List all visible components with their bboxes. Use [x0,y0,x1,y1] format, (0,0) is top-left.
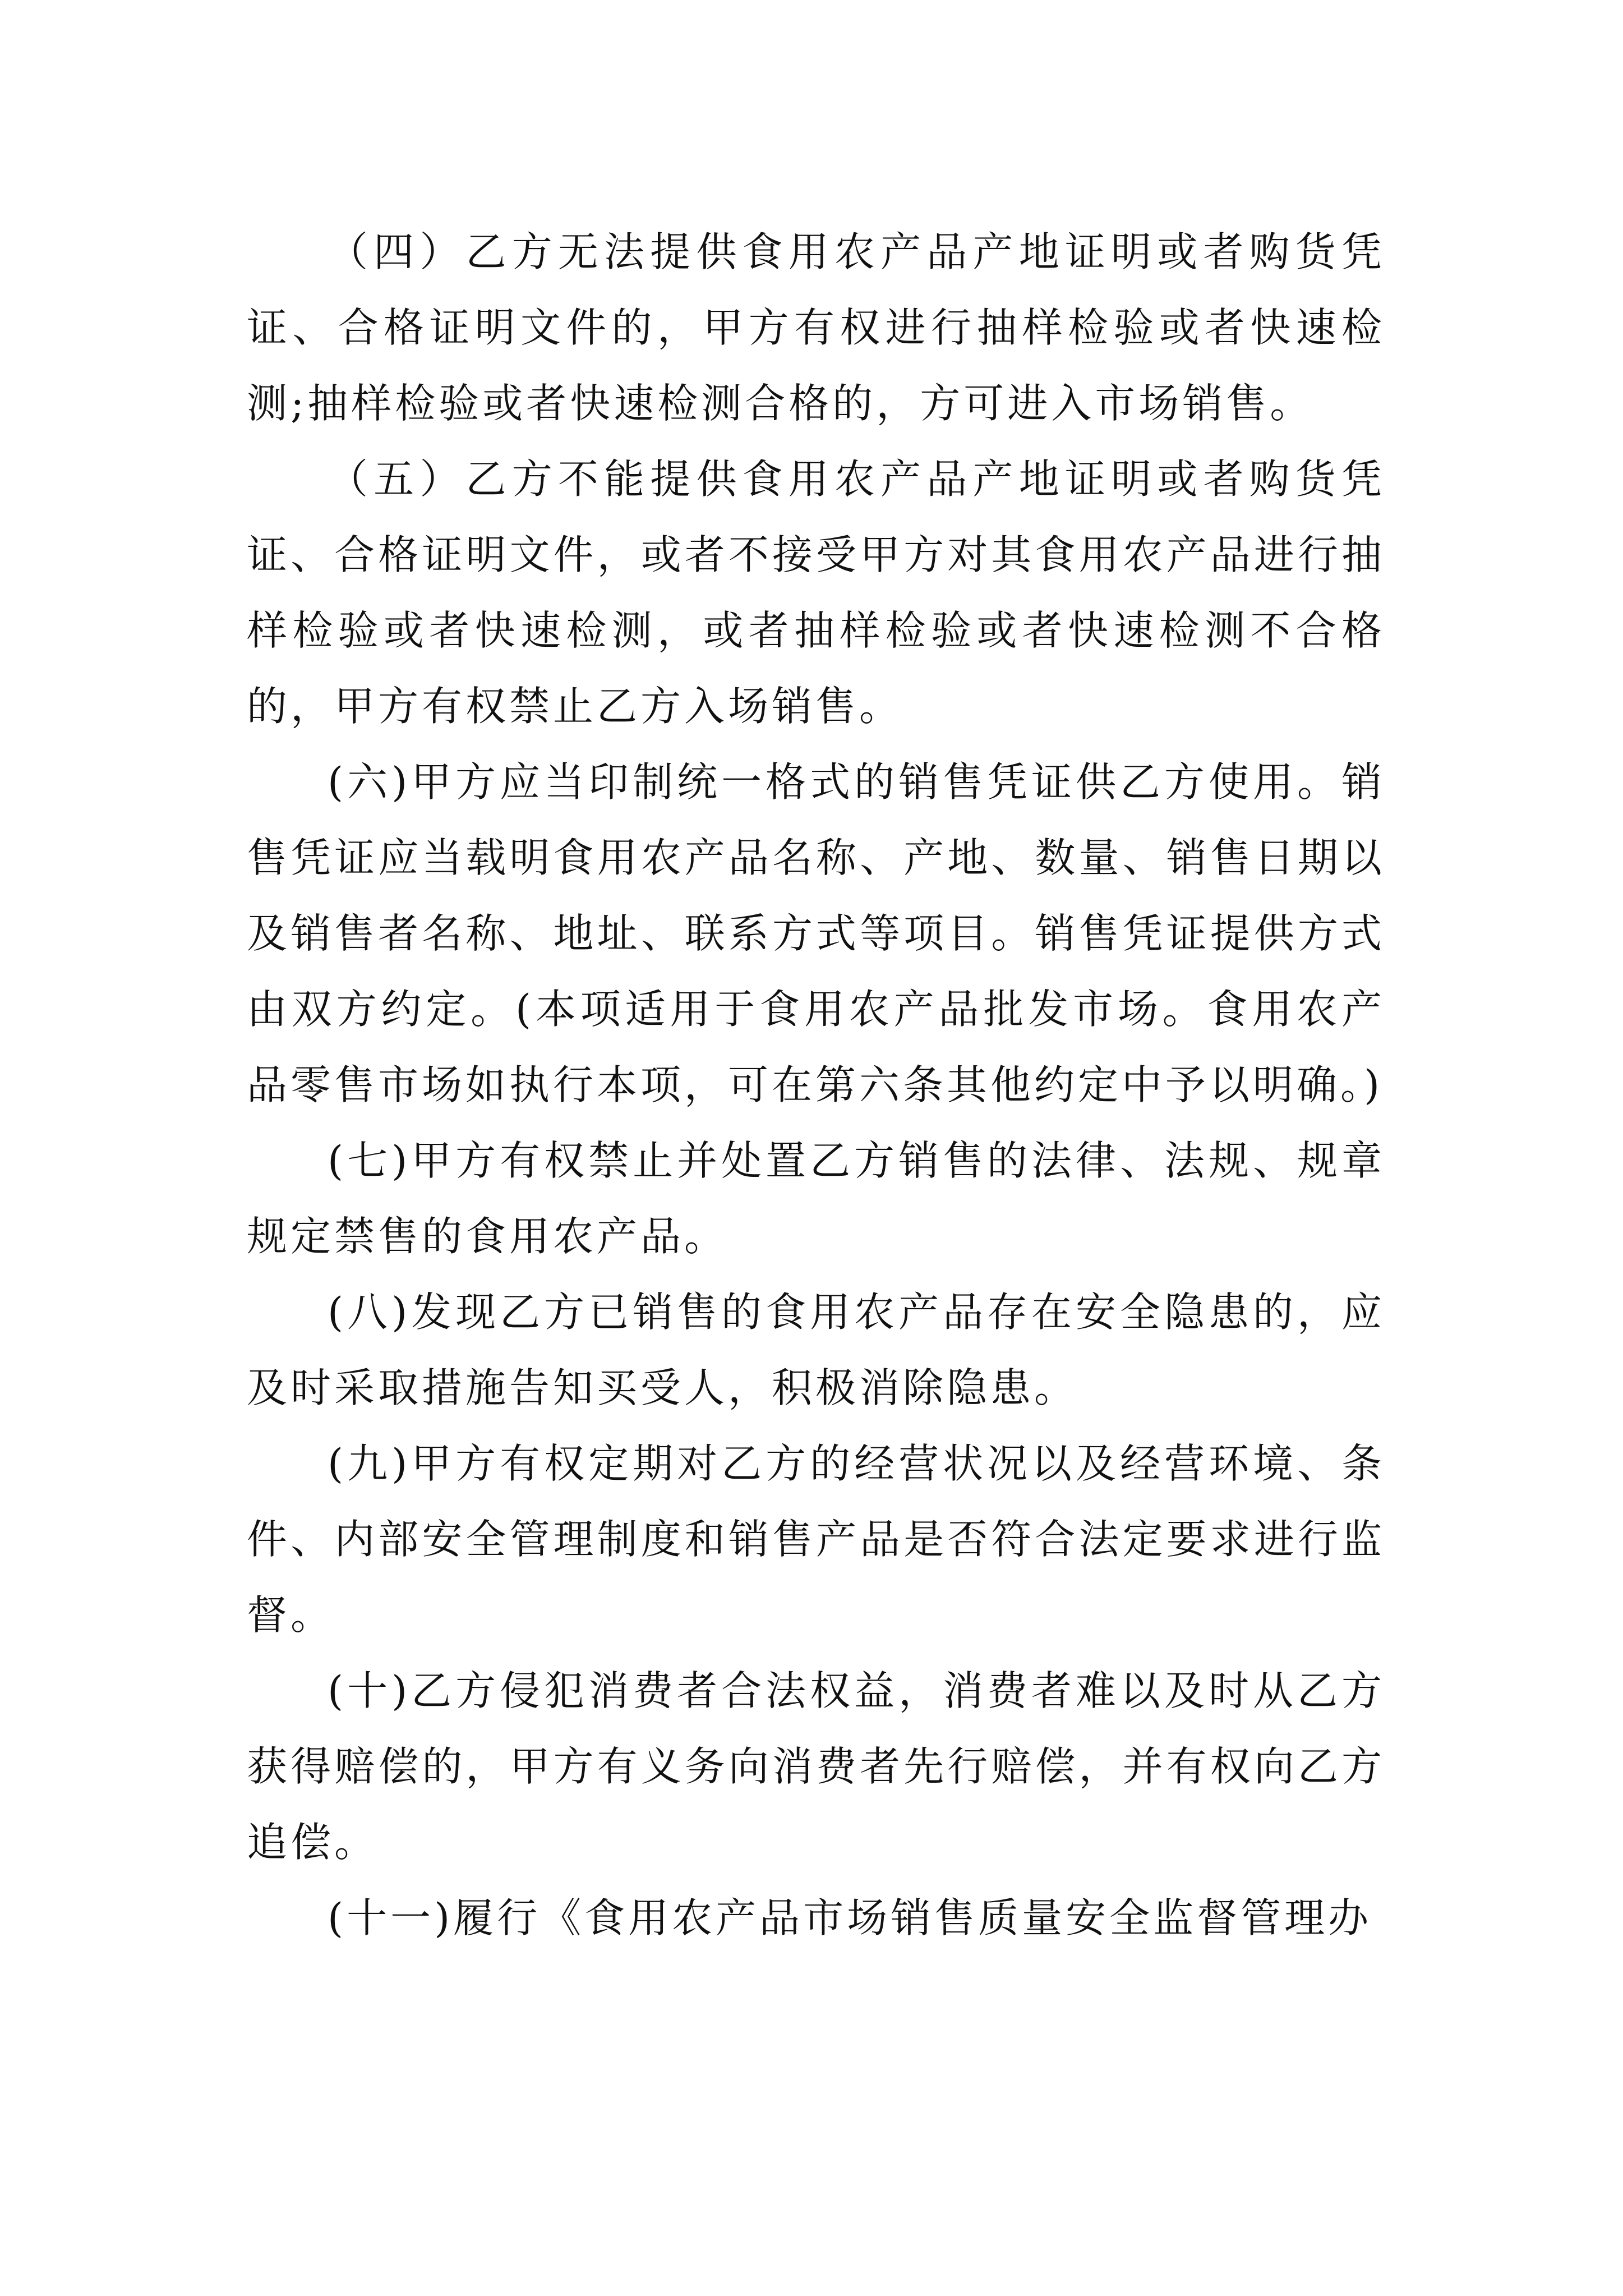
paragraph-8: (八)发现乙方已销售的食用农产品存在安全隐患的，应及时采取措施告知买受人，积极消除隐患。 [247,1289,1385,1411]
paragraph-6: (六)甲方应当印制统一格式的销售凭证供乙方使用。销售凭证应当载明食用农产品名称、产地、数量、销售日期以及销售者名称、地址、联系方式等项目。销售凭证提供方式由双方约定。(本项适用于食用农产品批发市场。食用农产品零售市场如执行本项，可在第六条其他约定中予以明确。) [247,758,1385,1108]
paragraph-10: (十)乙方侵犯消费者合法权益，消费者难以及时从乙方获得赔偿的，甲方有义务向消费者先行赔偿，并有权向乙方追偿。 [247,1667,1385,1866]
paragraph-4: （四）乙方无法提供食用农产品产地证明或者购货凭证、合格证明文件的，甲方有权进行抽样检验或者快速检测;抽样检验或者快速检测合格的，方可进入市场销售。 [247,228,1385,427]
paragraph-7: (七)甲方有权禁止并处置乙方销售的法律、法规、规章规定禁售的食用农产品。 [247,1137,1385,1260]
paragraph-11: (十一)履行《食用农产品市场销售质量安全监督管理办 [328,1894,1372,1941]
paragraph-5: （五）乙方不能提供食用农产品产地证明或者购货凭证、合格证明文件，或者不接受甲方对其食用农产品进行抽样检验或者快速检测，或者抽样检验或者快速检测不合格的，甲方有权禁止乙方入场销售。 [247,455,1385,730]
paragraph-9: (九)甲方有权定期对乙方的经营状况以及经营环境、条件、内部安全管理制度和销售产品是否符合法定要求进行监督。 [247,1440,1385,1639]
document-body [247,214,1385,1956]
